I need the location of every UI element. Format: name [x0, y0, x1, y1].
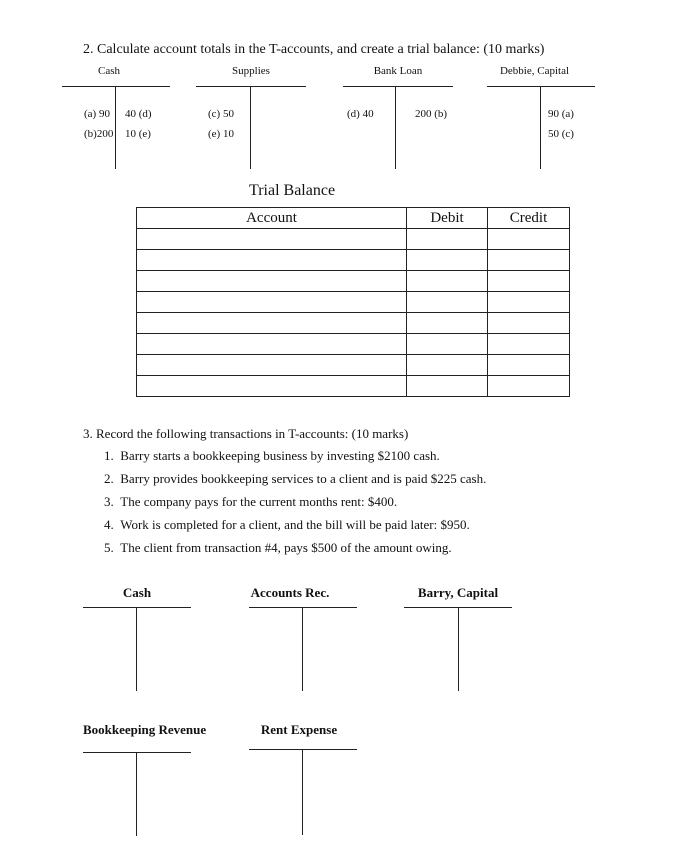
header-credit: Credit	[488, 208, 570, 229]
list-item	[104, 494, 397, 510]
account-cell[interactable]	[137, 313, 407, 334]
item-text: The client from transaction #4, pays $500 of the amount owing.	[120, 540, 452, 555]
table-row	[137, 313, 570, 334]
table-row	[137, 250, 570, 271]
debit-entry: (c) 50	[208, 108, 234, 120]
item-text: Barry starts a bookkeeping business by investing $2100 cash.	[120, 448, 440, 463]
header-account: Account	[137, 208, 407, 229]
account-cell[interactable]	[137, 250, 407, 271]
list-item	[104, 517, 470, 533]
credit-cell[interactable]	[488, 250, 570, 271]
debit-cell[interactable]	[407, 334, 488, 355]
t-account-center-line	[540, 86, 541, 169]
t-account-center-line	[302, 749, 303, 835]
debit-cell[interactable]	[407, 292, 488, 313]
t-account-top-line	[83, 752, 191, 753]
t-account-top-line	[249, 749, 357, 750]
t-account-center-line	[302, 607, 303, 691]
t-account-name: Bookkeeping Revenue	[83, 722, 207, 737]
t-account-name: Rent Expense	[260, 722, 338, 737]
table-row	[137, 334, 570, 355]
credit-cell[interactable]	[488, 313, 570, 334]
account-cell[interactable]	[137, 334, 407, 355]
trial-balance-title: Trial Balance	[249, 182, 336, 199]
debit-cell[interactable]	[407, 313, 488, 334]
t-account-center-line	[250, 86, 251, 169]
account-cell[interactable]	[137, 355, 407, 376]
debit-entry: (e) 10	[208, 128, 234, 140]
credit-cell[interactable]	[488, 355, 570, 376]
item-number: 4.	[104, 517, 114, 532]
debit-entry: (a) 90	[84, 108, 110, 120]
credit-entry: 10 (e)	[125, 128, 151, 140]
question-3-title: 3. Record the following transactions in T-accounts: (10 marks)	[83, 426, 409, 441]
item-number: 3.	[104, 494, 114, 509]
t-account-center-line	[115, 86, 116, 169]
t-account-top-line	[62, 86, 170, 87]
t-account-top-line	[83, 607, 191, 608]
item-text: Work is completed for a client, and the bill will be paid later: $950.	[120, 517, 470, 532]
t-account-name: Debbie, Capital	[499, 65, 570, 77]
header-debit: Debit	[407, 208, 488, 229]
credit-cell[interactable]	[488, 229, 570, 250]
t-account-top-line	[343, 86, 453, 87]
table-row	[137, 292, 570, 313]
account-cell[interactable]	[137, 292, 407, 313]
credit-entry: 90 (a)	[548, 108, 574, 120]
credit-cell[interactable]	[488, 271, 570, 292]
t-account-name: Bank Loan	[373, 65, 423, 77]
debit-cell[interactable]	[407, 355, 488, 376]
table-row	[137, 229, 570, 250]
t-account-name: Cash	[98, 65, 120, 77]
credit-cell[interactable]	[488, 334, 570, 355]
debit-cell[interactable]	[407, 250, 488, 271]
debit-cell[interactable]	[407, 229, 488, 250]
t-account-top-line	[487, 86, 595, 87]
credit-entry: 200 (b)	[415, 108, 448, 120]
item-number: 2.	[104, 471, 114, 486]
list-item	[104, 448, 440, 464]
t-account-name: Supplies	[232, 65, 270, 77]
table-row	[137, 271, 570, 292]
credit-cell[interactable]	[488, 292, 570, 313]
debit-cell[interactable]	[407, 271, 488, 292]
t-account-name: Cash	[122, 585, 152, 600]
debit-entry: (d) 40	[347, 108, 374, 120]
t-account-name: Barry, Capital	[417, 585, 499, 600]
t-account-name: Accounts Rec.	[250, 585, 330, 600]
list-item	[104, 471, 486, 487]
debit-cell[interactable]	[407, 376, 488, 397]
debit-entry: (b)200	[84, 128, 114, 140]
t-account-center-line	[136, 607, 137, 691]
t-account-top-line	[249, 607, 357, 608]
item-text: Barry provides bookkeeping services to a client and is paid $225 cash.	[120, 471, 487, 486]
table-row	[137, 355, 570, 376]
account-cell[interactable]	[137, 271, 407, 292]
list-item	[104, 540, 452, 556]
credit-cell[interactable]	[488, 376, 570, 397]
t-account-top-line	[196, 86, 306, 87]
t-account-center-line	[136, 752, 137, 836]
item-text: The company pays for the current months rent: $400.	[120, 494, 398, 509]
credit-entry: 40 (d)	[125, 108, 152, 120]
item-number: 1.	[104, 448, 114, 463]
item-number: 5.	[104, 540, 114, 555]
credit-entry: 50 (c)	[548, 128, 574, 140]
t-account-center-line	[458, 607, 459, 691]
account-cell[interactable]	[137, 376, 407, 397]
table-row	[137, 376, 570, 397]
trial-balance-table	[136, 207, 570, 397]
account-cell[interactable]	[137, 229, 407, 250]
trial-balance-header-row	[137, 208, 570, 229]
question-2-title: 2. Calculate account totals in the T-accounts, and create a trial balance: (10 marks)	[83, 42, 545, 57]
t-account-center-line	[395, 86, 396, 169]
